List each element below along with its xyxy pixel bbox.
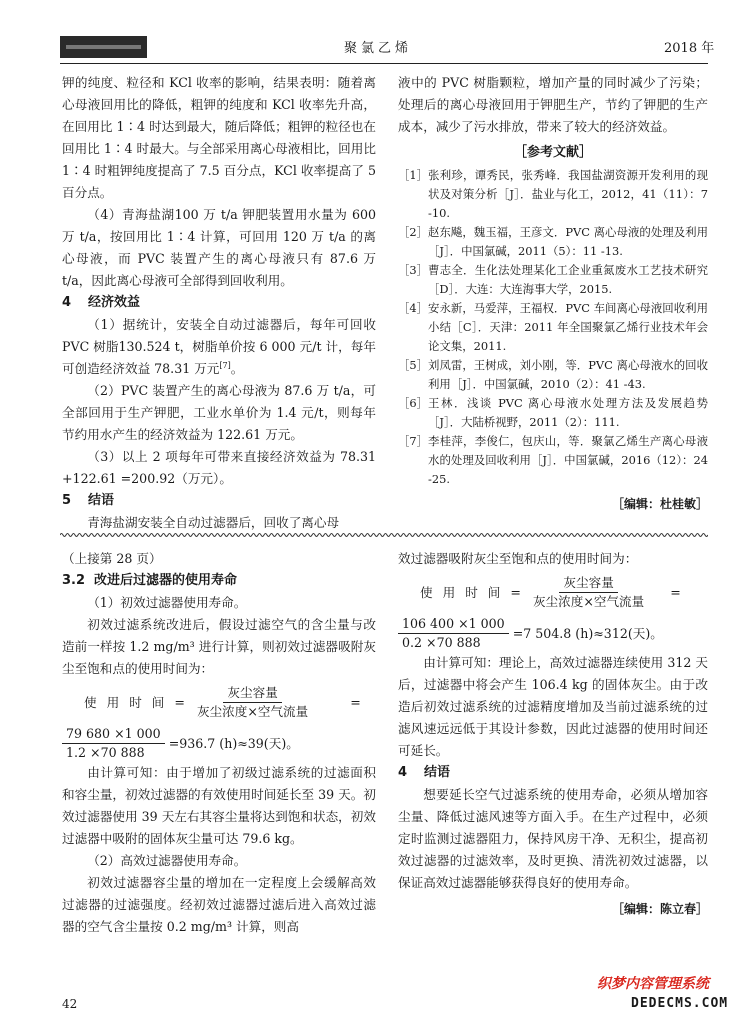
paragraph: 由计算可知：由于增加了初级过滤系统的过滤面积和容尘量，初效过滤器的有效使用时间延长至 39 天。初效过滤器使用 39 天左右其容尘量将达到饱和状态，初效过滤器中吸附的固体灰尘量可达 79.6 kg。 [62, 765, 376, 846]
reference-number: ［2］ [398, 225, 429, 239]
denominator: 0.2 ×70 888 [402, 635, 481, 650]
fraction [193, 684, 312, 721]
watermark-cn: 织梦内容管理系统 [597, 976, 709, 992]
reference-item [398, 299, 708, 356]
denominator: 1.2 ×70 888 [66, 745, 145, 760]
equals-sign: = [350, 694, 361, 710]
paragraph-text: （1）据统计，安装全自动过滤器后，每年可回收 PVC 树脂130.524 t，树脂单价按 6 000 元/t 计，每年可创造经济效益 78.31 万元 [62, 317, 376, 376]
page-number: 42 [62, 997, 78, 1011]
denominator: 灰尘浓度×空气流量 [532, 594, 645, 609]
reference-text: 刘凤雷，王树成，刘小刚，等．PVC 离心母液水的回收利用［J］．中国氯碱，2010（2）：41 -43. [428, 358, 708, 391]
section-number: 4 [398, 765, 408, 780]
references-heading: ［参考文献］ [513, 145, 592, 160]
numerator: 灰尘容量 [223, 684, 281, 703]
paragraph: 由计算可知：理论上，高效过滤器连续使用 312 天后，过滤器中将会产生 106.4 kg 的固体灰尘。由于改造后初效过滤系统的过滤精度增加及当前过滤系统的过滤风速远远低于其设计参数，因此过滤器的使用时间还可延长。 [398, 655, 708, 758]
paragraph: 钾的纯度、粒径和 KCl 收率的影响，结果表明：随着离心母液回用比的降低，粗钾的纯度和 KCl 收率先升高，在回用比 1∶4 时达到最大，随后降低；粗钾的粒径也在回用比 1∶4 时最大。与全部采用离心母液相比，回用比 1∶4 时粗钾纯度提高了 7.5 百分点，KCl 收率提高了 5 百分点。 [62, 75, 376, 200]
section-title: 经济效益 [88, 295, 141, 310]
calculation [62, 725, 376, 762]
section-heading [62, 292, 376, 314]
watermark-en: DEDECMS.COM [631, 996, 729, 1011]
formula [398, 574, 708, 611]
section-title: 结语 [424, 765, 451, 780]
reference-number: ［1］ [398, 168, 429, 182]
citation: [7] [219, 360, 231, 370]
paragraph: 想要延长空气过滤系统的使用寿命，必须从增加容尘量、降低过滤风速等方面入手。在生产过程中，必须定时监测过滤器阻力，保持风房干净、无积尘，提高初效过滤器的过滤效率，及时更换、清洗初效过滤器，以保证高效过滤器能够获得良好的使用寿命。 [398, 787, 708, 890]
equals-sign: = [174, 694, 185, 710]
section-separator [60, 532, 708, 538]
journal-year: 2018 年 [664, 41, 715, 56]
paragraph: （2）高效过滤器使用寿命。 [87, 853, 247, 868]
fraction [62, 725, 165, 762]
reference-item [398, 432, 708, 489]
journal-title: 聚氯乙烯 [344, 41, 413, 56]
reference-text: 曹志全．生化法处理某化工企业重氮废水工艺技术研究［D］．大连：大连海事大学，2015. [428, 263, 708, 296]
bottom-right-column [398, 548, 708, 920]
reference-item [398, 223, 708, 261]
continued-note: （上接第 28 页） [62, 551, 162, 566]
calculation-result: =936.7 (h)≈39(天)。 [168, 735, 299, 751]
paragraph: 效过滤器吸附灰尘至饱和点的使用时间为： [398, 551, 638, 566]
paragraph: 液中的 PVC 树脂颗粒，增加产量的同时减少了污染；处理后的离心母液回用于钾肥生产，节约了钾肥的生产成本，减少了污水排放，带来了较大的经济效益。 [398, 75, 708, 134]
formula [62, 684, 376, 721]
paragraph [62, 314, 376, 380]
reference-number: ［5］ [398, 358, 429, 372]
paragraph-end: 。 [230, 361, 244, 376]
bottom-left-column [62, 548, 376, 938]
fraction [398, 615, 509, 652]
equals-sign: = [670, 584, 681, 600]
fraction [529, 574, 648, 611]
formula-lhs: 使用时间 [420, 584, 511, 600]
reference-item [398, 166, 708, 223]
reference-number: ［7］ [398, 434, 429, 448]
paragraph: （3）以上 2 项每年可带来直接经济效益为 78.31 +122.61 =200.92（万元）。 [62, 449, 376, 486]
reference-item [398, 261, 708, 299]
denominator: 灰尘浓度×空气流量 [196, 704, 309, 719]
journal-logo [60, 36, 147, 58]
section-heading [62, 570, 376, 592]
editor-credit: ［编辑：杜桂敏］ [611, 497, 708, 511]
reference-text: 安永新，马爱萍，王福权．PVC 车间离心母液回收利用小结［C］．天津：2011 年全国聚氯乙烯行业技术年会论文集，2011. [428, 301, 708, 353]
section-number: 3.2 [62, 573, 86, 588]
paragraph: 青海盐湖安装全自动过滤器后，回收了离心母 [87, 515, 340, 530]
section-heading [62, 490, 376, 512]
section-heading [398, 762, 708, 784]
reference-number: ［4］ [398, 301, 429, 315]
reference-item [398, 394, 708, 432]
numerator: 106 400 ×1 000 [398, 615, 509, 634]
top-right-column [398, 72, 708, 515]
reference-item [398, 356, 708, 394]
numerator: 灰尘容量 [559, 574, 617, 593]
calculation [398, 615, 708, 652]
editor-credit: ［编辑：陈立春］ [611, 902, 708, 916]
paragraph: （4）青海盐湖100 万 t/a 钾肥装置用水量为 600 万 t/a，按回用比 1∶4 计算，可回用 120 万 t/a 的离心母液，而 PVC 装置产生的离心母液只有 87.6 万 t/a，因此离心母液可全部得到回收利用。 [62, 207, 376, 288]
paragraph: （2）PVC 装置产生的离心母液为 87.6 万 t/a，可全部回用于生产钾肥，工业水单价为 1.4 元/t，则每年节约用水产生的经济效益为 122.61 万元。 [62, 383, 376, 442]
reference-text: 李桂萍，李俊仁，包庆山，等．聚氯乙烯生产离心母液水的处理及回收利用［J］．中国氯碱，2016（12）：24 -25. [428, 434, 708, 486]
top-left-column [62, 72, 376, 534]
section-number: 5 [62, 493, 72, 508]
paragraph: 初效过滤器容尘量的增加在一定程度上会缓解高效过滤器的过滤强度。经初效过滤器过滤后进入高效过滤器的空气含尘量按 0.2 mg/m³ 计算，则高 [62, 875, 376, 934]
section-number: 4 [62, 295, 72, 310]
formula-lhs: 使用时间 [84, 694, 175, 710]
reference-list [398, 166, 708, 489]
reference-number: ［6］ [398, 396, 429, 410]
header-rule [60, 63, 708, 64]
reference-text: 王林．浅谈 PVC 离心母液水处理方法及发展趋势［J］．大陆桥视野，2011（2）：111. [428, 396, 708, 429]
paragraph: 初效过滤系统改进后，假设过滤空气的含尘量与改造前一样按 1.2 mg/m³ 进行计算，则初效过滤器吸附灰尘至饱和点的使用时间为： [62, 617, 376, 676]
numerator: 79 680 ×1 000 [62, 725, 165, 744]
paragraph: （1）初效过滤器使用寿命。 [87, 595, 247, 610]
reference-number: ［3］ [398, 263, 429, 277]
calculation-result: =7 504.8 (h)≈312(天)。 [512, 625, 663, 641]
section-title: 结语 [88, 493, 115, 508]
reference-text: 张利珍，谭秀民，张秀峰．我国盐湖资源开发利用的现状及对策分析［J］．盐业与化工，2012，41（11）：7 -10. [428, 168, 708, 220]
section-title: 改进后过滤器的使用寿命 [94, 573, 238, 588]
reference-text: 赵东飚，魏玉福，王彦文．PVC 离心母液的处理及利用［J］．中国氯碱，2011（5）：11 -13. [428, 225, 708, 258]
equals-sign: = [510, 584, 521, 600]
